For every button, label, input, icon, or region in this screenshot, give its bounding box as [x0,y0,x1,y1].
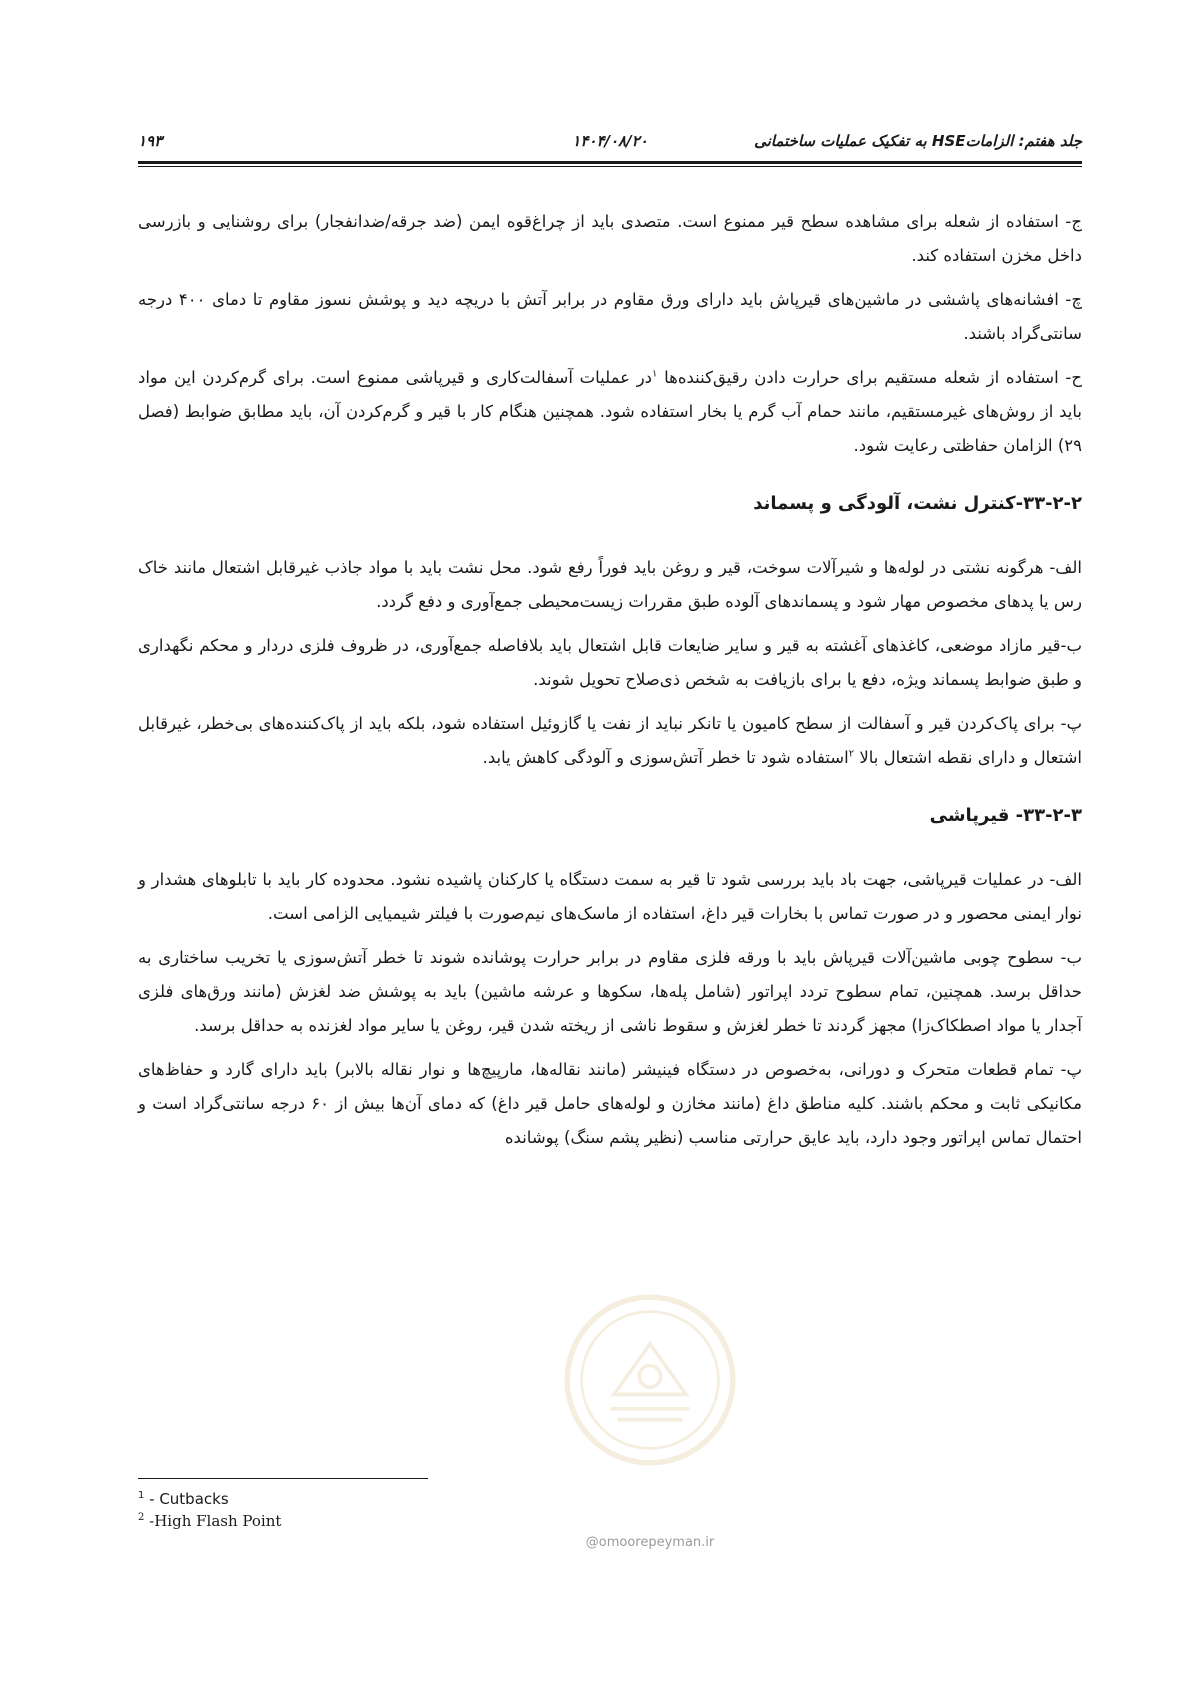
paragraph-ch: چ- افشانه‌های پاششی در ماشین‌های قیرپاش باید دارای ورق مقاوم در برابر آتش با دریچه دید و پوشش نسوز مقاوم تا دمای ۴۰۰ درجه سانتی‌گراد باشند. [138,290,1082,343]
paragraph-h-part1: ح- استفاده از شعله مستقیم برای حرارت دادن رقیق‌کننده‌ها [657,368,1082,387]
footnote-1: $^1$ - Cutbacks [138,1490,229,1508]
header-rule-thick [138,161,1082,164]
watermark-text: @omoorepeyman.ir [585,1535,715,1550]
page-header [138,132,1082,154]
paragraph-pe-1 [138,707,1082,775]
footnote-ref-1[interactable]: ۱ [652,368,658,380]
paragraph-h-part2: در عملیات آسفالت‌کاری و قیرپاشی ممنوع است. برای گرم‌کردن این مواد باید از روش‌های غیرمستقیم، مانند حمام آب گرم یا بخار استفاده شود. همچنین هنگام کار با قیر و گرم‌کردن آن، باید مطابق ضوابط (فصل ۲۹) الزامان حفاظتی رعایت شود. [138,368,1082,455]
footnote-2: $^2$ -High Flash Point [138,1512,282,1530]
paragraph-alef-2: الف- در عملیات قیرپاشی، جهت باد باید بررسی شود تا قیر به سمت دستگاه یا کارکنان پاشیده نشود. محدوده کار باید با تابلوهای هشدار و نوار ایمنی محصور و در صورت تماس با بخارات قیر داغ، استفاده از ماسک‌های نیم‌صورت با فیلتر شیمیایی الزامی است. [138,870,1082,923]
section-heading-33-2-3: ۳۳-۲-۳- قیرپاشی [929,805,1082,826]
header-date: ۱۴۰۴/۰۸/۲۰ [572,132,648,150]
header-title: جلد هفتم: الزاماتHSE به تفکیک عملیات ساختمانی [754,132,1082,150]
main-content [138,205,1082,1165]
paragraph-alef-1: الف- هرگونه نشتی در لوله‌ها و شیرآلات سوخت، قیر و روغن باید فوراً رفع شود. محل نشت باید با مواد جاذب غیرقابل اشتعال مانند خاک رس یا پدهای مخصوص مهار شود و پسماندهای آلوده طبق مقررات زیست‌محیطی جمع‌آوری و دفع گردد. [138,558,1082,611]
section-heading-33-2-2: ۳۳-۲-۲-کنترل نشت، آلودگی و پسماند [753,493,1082,514]
paragraph-h [138,361,1082,463]
paragraph-be-2: ب- سطوح چوبی ماشین‌آلات قیرپاش باید با ورقه فلزی مقاوم در برابر حرارت پوشانده شوند تا خطر آتش‌سوزی یا تخریب ساختاری به حداقل برسد. همچنین، تمام سطوح تردد اپراتور (شامل پله‌ها، سکوها و عرشه ماشین) باید به پوشش ضد لغزش (مانند ورق‌های فلزی آجدار یا مواد اصطکاک‌زا) مجهز گردند تا خطر لغزش و سقوط ناشی از ریخته شدن قیر، روغن یا سایر مواد لغزنده به حداقل برسد. [138,948,1082,1035]
page-number: ۱۹۳ [138,132,163,150]
paragraph-be-1: ب-قیر مازاد موضعی، کاغذهای آغشته به قیر و سایر ضایعات قابل اشتعال باید بلافاصله جمع‌آوری، در ظروف فلزی دردار و محکم نگهداری و طبق ضوابط پسماند ویژه، دفع یا برای بازیافت به شخص ذی‌صلاح تحویل شوند. [138,636,1082,689]
paragraph-pe-part2: استفاده شود تا خطر آتش‌سوزی و آلودگی کاهش یابد. [482,748,849,767]
paragraph-pe-part1: پ- برای پاک‌کردن قیر و آسفالت از سطح کامیون یا تانکر نباید از نفت یا گازوئیل استفاده شود، بلکه باید از پاک‌کننده‌های بی‌خطر، غیرقابل اشتعال و دارای نقطه اشتعال بالا [138,714,1082,767]
header-rule-thin [138,166,1082,167]
watermark-logo [560,1290,740,1470]
paragraph-j: ج- استفاده از شعله برای مشاهده سطح قیر ممنوع است. متصدی باید از چراغ‌قوه ایمن (ضد جرقه/ضدانفجار) برای روشنایی و بازرسی داخل مخزن استفاده کند. [138,212,1082,265]
footnote-ref-2[interactable]: ۲ [848,748,855,760]
footnotes [138,1488,281,1532]
paragraph-pe-2: پ- تمام قطعات متحرک و دورانی، به‌خصوص در دستگاه فینیشر (مانند نقاله‌ها، مارپیچ‌ها و نوار نقاله بالابر) باید دارای گارد و حفاظ‌های مکانیکی ثابت و محکم باشند. کلیه مناطق داغ (مانند مخازن و لوله‌های حامل قیر داغ) که دمای آن‌ها بیش از ۶۰ درجه سانتی‌گراد است و احتمال تماس اپراتور وجود دارد، باید عایق حرارتی مناسب (نظیر پشم سنگ) پوشانده [138,1060,1082,1147]
footnote-separator [138,1478,428,1479]
